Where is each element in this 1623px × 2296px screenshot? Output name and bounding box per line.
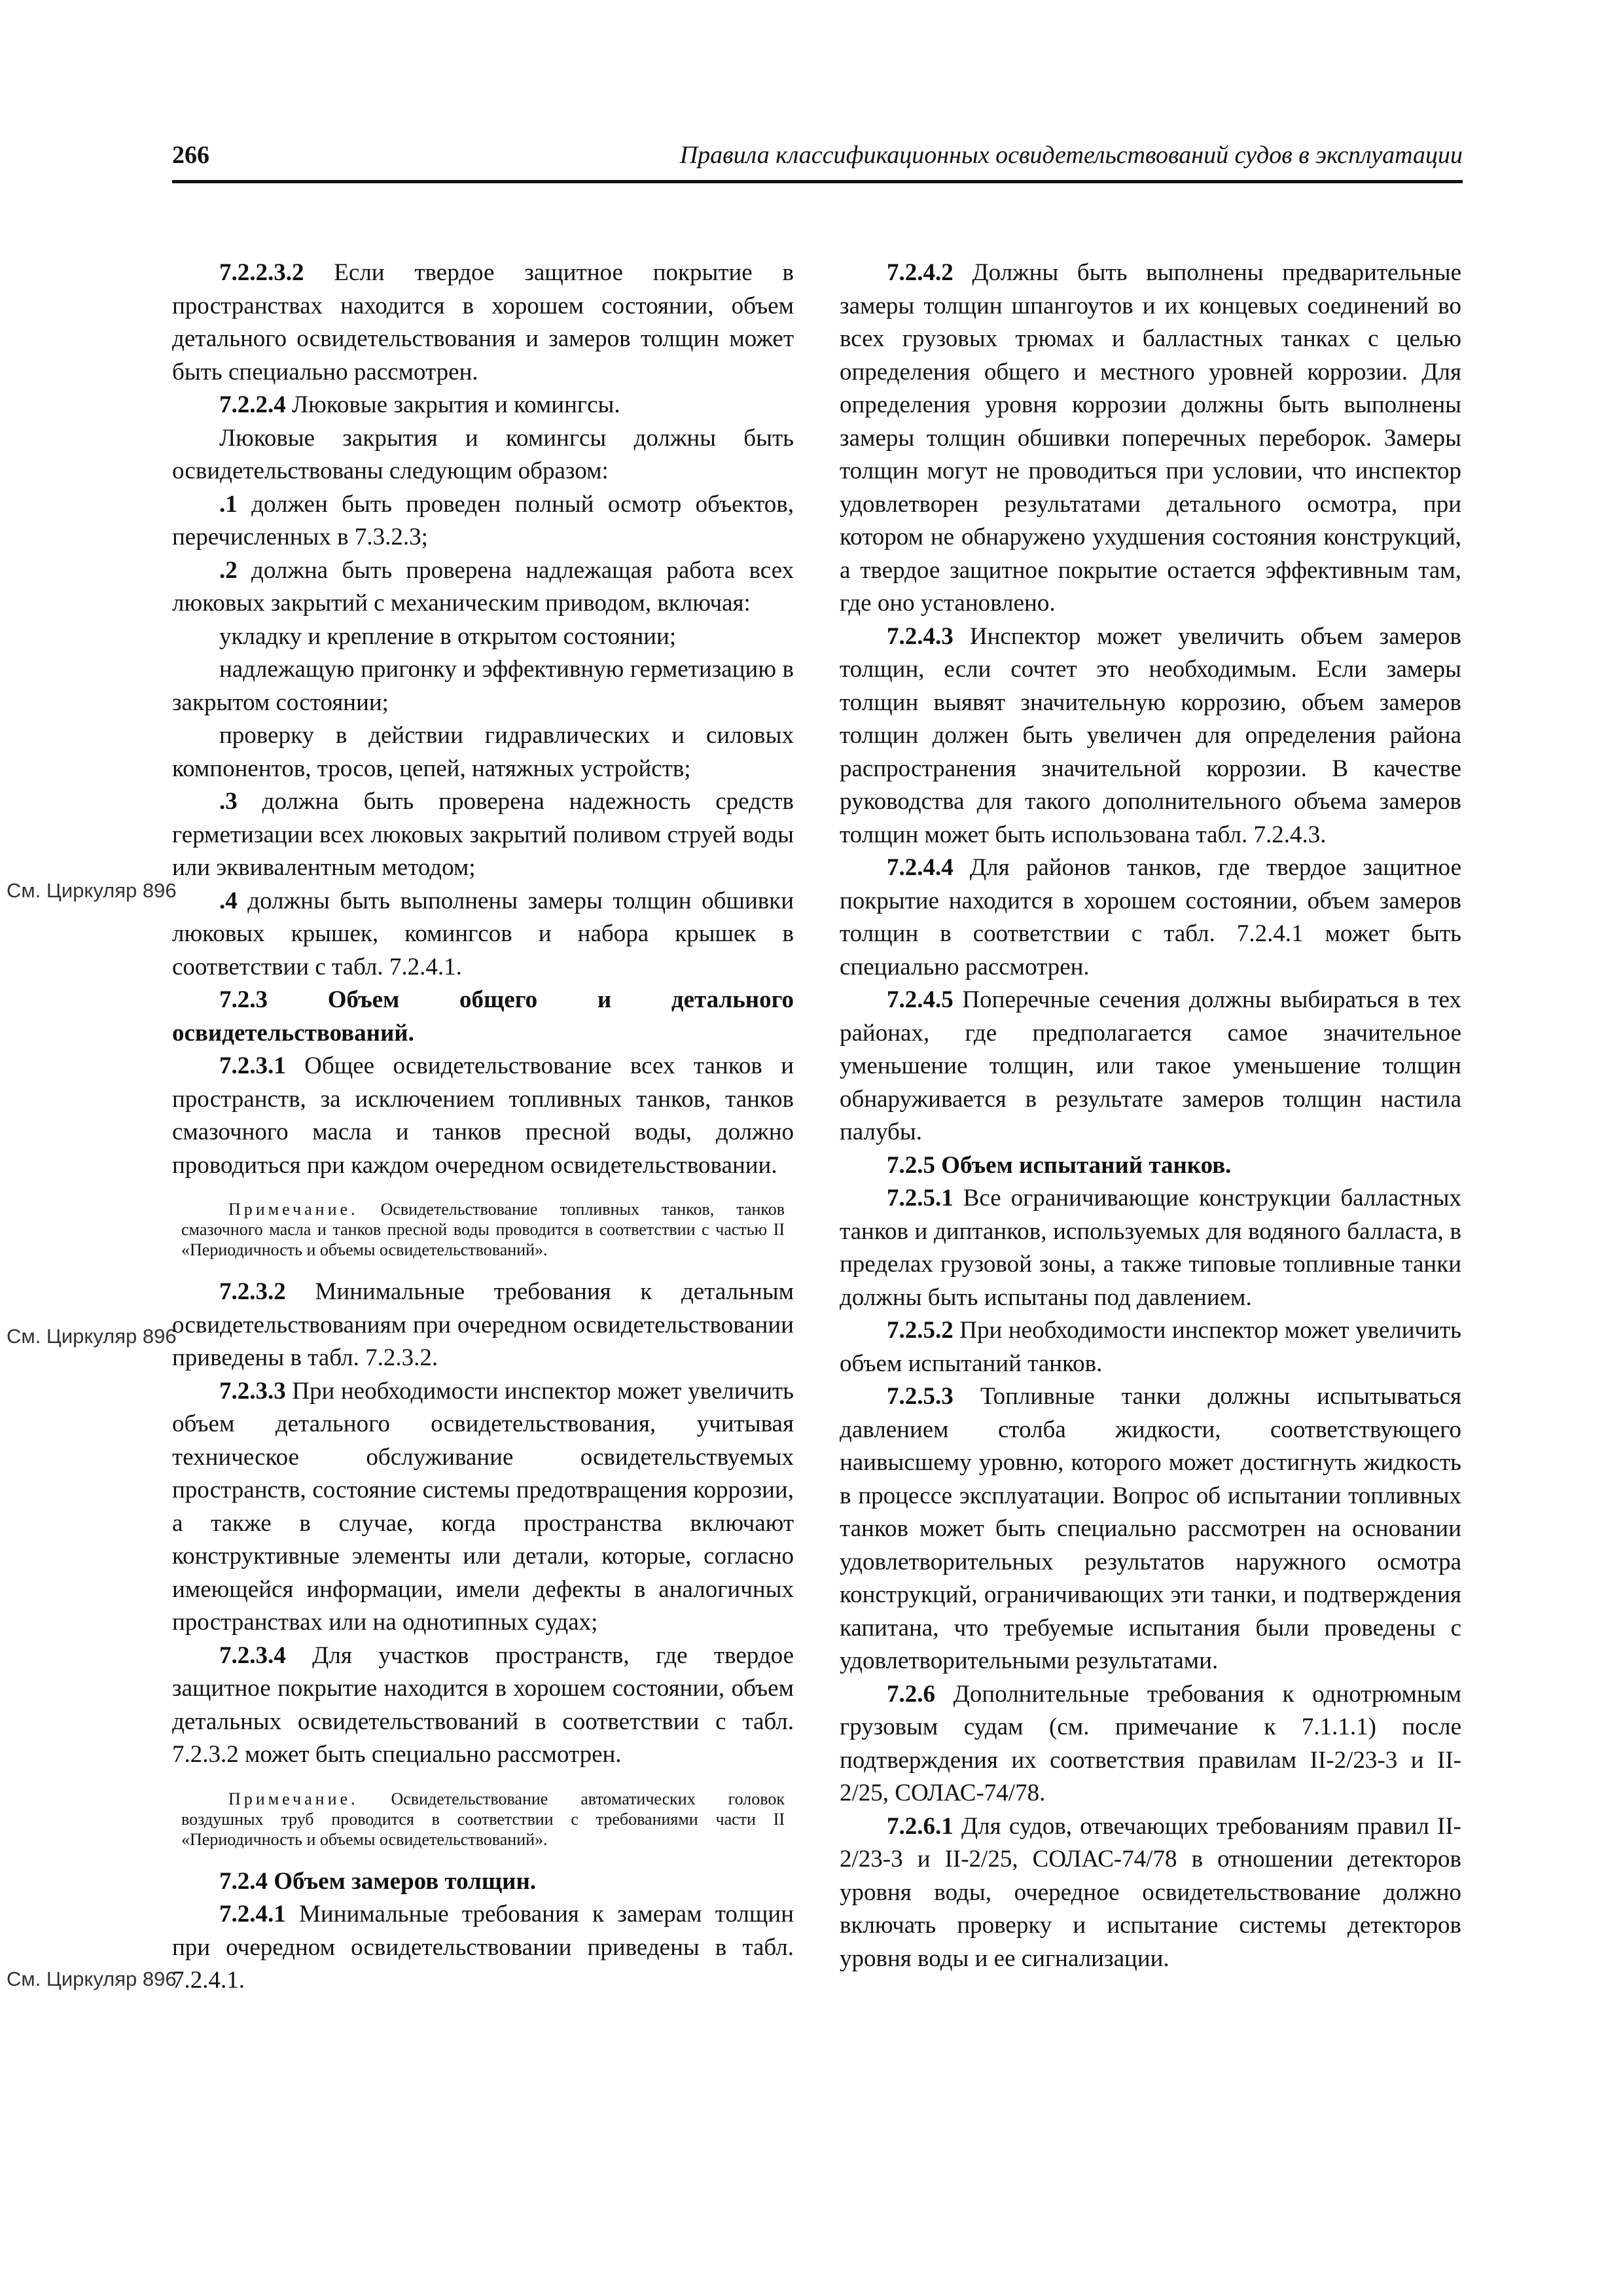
right-column [840,257,1461,1975]
paragraph: 7.2.5.1 Все ограничивающие конструкции балластных танков и диптанков, используемых для водяного балласта, в пределах грузовой зоны, а также типовые топливные танки должны быть испытаны под давлением. [840,1185,1461,1311]
paragraph: 7.2.2.3.2 Если твердое защитное покрытие в пространствах находится в хорошем состоянии, объем детального освидетельствования и замеров толщин может быть специально рассмотрен. [172,259,794,386]
paragraph: 7.2.2.4 Люковые закрытия и комингсы. [219,391,620,418]
paragraph: 7.2.6 Дополнительные требования к однотрюмным грузовым судам (см. примечание к 7.1.1.1) после подтверждения их соответствия правилам II-2/23-3 и II-2/25, СОЛАС-74/78. [840,1680,1461,1806]
section-heading: 7.2.3 Объем общего и детального освидетельствований. [172,986,794,1047]
paragraph: 7.2.4.3 Инспектор может увеличить объем замеров толщин, если сочтет это необходимым. Если замеры толщин выявят значительную коррозию, объем замеров толщин должен быть увеличен для определения района распространения значительной коррозии. В качестве руководства для такого дополнительного объема замеров толщин может быть использована табл. 7.2.4.3. [840,622,1461,848]
circular-reference-note: См. Циркуляр 896 [7,1325,177,1348]
list-item: .2 должна быть проверена надлежащая работа всех люковых закрытий с механическим приводом, включая: [172,556,794,617]
section-heading: 7.2.5 Объем испытаний танков. [887,1151,1232,1179]
paragraph: 7.2.3.3 При необходимости инспектор может увеличить объем детального освидетельствования, учитывая техническое обслуживание освидетельствуемых пространств, состояние системы предотвращения коррозии, а также в случае, когда пространства включают конструктивные элементы или детали, которые, согласно имеющейся информации, имели дефекты в аналогичных пространствах или на однотипных судах; [172,1377,794,1636]
list-item: .4 должны быть выполнены замеры толщин обшивки люковых крышек, комингсов и набора крышек в соответствии с табл. 7.2.4.1. [172,887,794,980]
paragraph: 7.2.5.3 Топливные танки должны испытываться давлением столба жидкости, соответствующего наивысшему уровню, которого может достигнуть жидкость в процессе эксплуатации. Вопрос об испытании топливных танков может быть специально рассмотрен на основании удовлетворительных результатов наружного осмотра конструкций, ограничивающих эти танки, и подтверждения капитана, что требуемые испытания были проведены с удовлетворительными результатами. [840,1383,1461,1674]
list-item: .1 должен быть проведен полный осмотр объектов, перечисленных в 7.3.2.3; [172,490,794,550]
paragraph: 7.2.3.1 Общее освидетельствование всех танков и пространств, за исключением топливных танков, танков смазочного масла и танков пресной воды, должно проводиться при каждом очередном освидетельствовании. [172,1052,794,1179]
paragraph: 7.2.4.5 Поперечные сечения должны выбираться в тех районах, где предполагается самое значительное уменьшение толщин, или такое уменьшение толщин обнаруживается в результате замеров толщин настила палубы. [840,986,1461,1145]
note: Примечание. Освидетельствование топливных танков, танков смазочного масла и танков пресной воды проводится в соответствии с частью II «Периодичность и объемы освидетельствований». [181,1200,785,1259]
paragraph: 7.2.5.2 При необходимости инспектор может увеличить объем испытаний танков. [840,1317,1461,1377]
section-heading: 7.2.4 Объем замеров толщин. [219,1867,537,1895]
paragraph: 7.2.3.2 Минимальные требования к детальным освидетельствованиям при очередном освидетельствовании приведены в табл. 7.2.3.2. [172,1278,794,1371]
list-item: .3 должна быть проверена надежность средств герметизации всех люковых закрытий поливом струей воды или эквивалентным методом; [172,788,794,881]
note: Примечание. Освидетельствование автоматических головок воздушных труб проводится в соответствии с требованиями части II «Периодичность и объемы освидетельствований». [181,1789,785,1849]
paragraph: 7.2.3.4 Для участков пространств, где твердое защитное покрытие находится в хорошем состоянии, объем детальных освидетельствований в соответствии с табл. 7.2.3.2 может быть специально рассмотрен. [172,1641,794,1768]
circular-reference-note: См. Циркуляр 896 [7,1967,177,1990]
list-subitem: надлежащую пригонку и эффективную герметизацию в закрытом состоянии; [172,656,794,716]
circular-reference-note: См. Циркуляр 896 [7,879,177,902]
paragraph: 7.2.4.2 Должны быть выполнены предварительные замеры толщин шпангоутов и их концевых соединений во всех грузовых трюмах и балластных танках с целью определения общего и местного уровней коррозии. Для определения уровня коррозии должны быть выполнены замеры толщин обшивки поперечных переборок. Замеры толщин могут не проводиться при условии, что инспектор удовлетворен результатами детального осмотра, при котором не обнаружено ухудшения состояния конструкций, а твердое защитное покрытие остается эффективным там, где оно установлено. [840,259,1461,617]
paragraph: Люковые закрытия и комингсы должны быть освидетельствованы следующим образом: [172,424,794,484]
list-subitem: укладку и крепление в открытом состоянии; [219,622,677,650]
paragraph: 7.2.6.1 Для судов, отвечающих требованиям правил II-2/23-3 и II-2/25, СОЛАС-74/78 в отношении детекторов уровня воды, очередное освидетельствование должно включать проверку и испытание системы детекторов уровня воды и ее сигнализации. [840,1812,1461,1972]
paragraph: 7.2.4.4 Для районов танков, где твердое защитное покрытие находится в хорошем состоянии, объем замеров толщин в соответствии с табл. 7.2.4.1 может быть специально рассмотрен. [840,854,1461,980]
paragraph: 7.2.4.1 Минимальные требования к замерам толщин при очередном освидетельствовании приведены в табл. 7.2.4.1. [172,1901,794,1994]
list-subitem: проверку в действии гидравлических и силовых компонентов, тросов, цепей, натяжных устройств; [172,722,794,782]
page-header [172,141,1463,183]
page-number: 266 [172,141,209,169]
left-column [172,257,794,1998]
running-title: Правила классификационных освидетельствований судов в эксплуатации [679,141,1463,169]
